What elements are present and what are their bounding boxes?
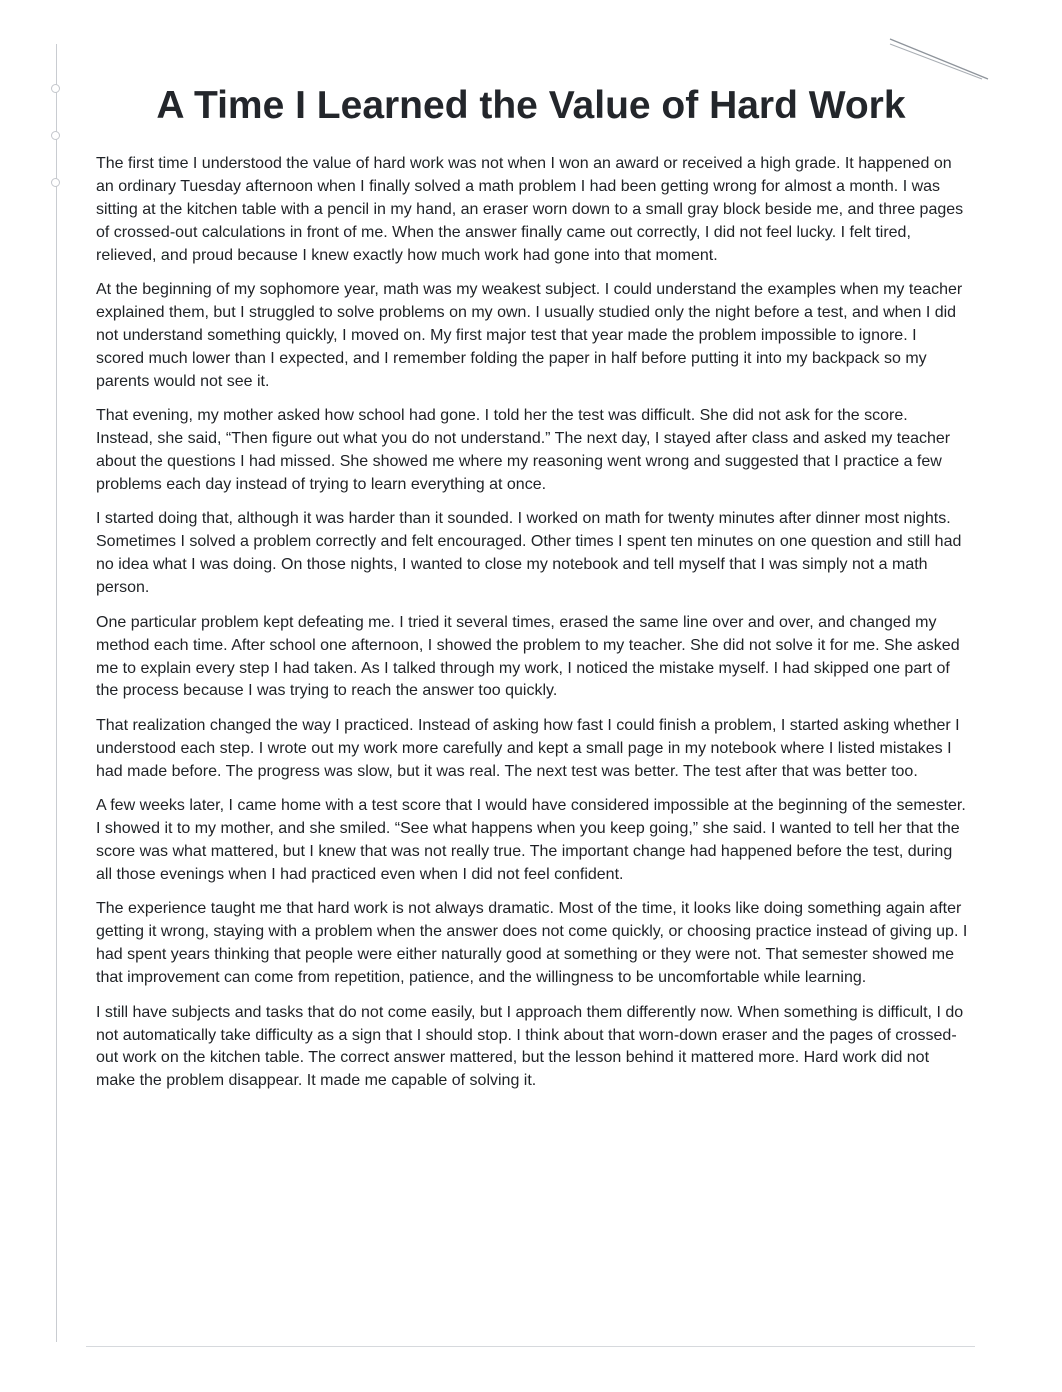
paragraph: The first time I understood the value of hard work was not when I won an award or received a high grade. It happened on an ordinary Tuesday afternoon when I finally solved a math problem I had been getting wrong for almost a month. I was sitting at the kitchen table with a pencil in my hand, an eraser worn down to a small gray block beside me, and three pages of crossed-out calculations in front of me. When the answer finally came out correctly, I did not feel lucky. I felt tired, relieved, and proud because I knew exactly how much work had gone into that moment. <box>96 155 964 264</box>
binder-hole-icon <box>51 84 60 93</box>
paragraph: I started doing that, although it was harder than it sounded. I worked on math for twenty minutes after dinner most nights. Sometimes I solved a problem correctly and felt encouraged. Other times I spent ten minutes on one question and still had no idea what I was doing. On those nights, I wanted to close my notebook and tell myself that I was simply not a math person. <box>96 510 962 597</box>
pencil-stroke-icon <box>884 34 994 84</box>
paragraph: At the beginning of my sophomore year, math was my weakest subject. I could understand the examples when my teacher explained them, but I struggled to solve problems on my own. I usually studied only the night before a test, and when I did not understand something quickly, I moved on. My first major test that year made the problem impossible to ignore. I scored much lower than I expected, and I remember folding the paper in half before putting it into my backpack so my parents would not see it. <box>96 281 963 390</box>
paragraph: That realization changed the way I practiced. Instead of asking how fast I could finish a problem, I started asking whether I understood each step. I wrote out my work more carefully and kept a small page in my notebook where I listed mistakes I had made before. The progress was slow, but it was real. The next test was better. The test after that was better too. <box>96 716 960 780</box>
paragraph: That evening, my mother asked how school had gone. I told her the test was difficult. She did not ask for the score. Instead, she said, “Then figure out what you do not understand.” The next day, I stayed after class and asked my teacher about the questions I had missed. She showed me where my reasoning went wrong and suggested that I practice a few problems each day instead of trying to learn everything at once. <box>96 407 951 493</box>
page-title: A Time I Learned the Value of Hard Work <box>156 84 906 127</box>
paragraph: The experience taught me that hard work is not always dramatic. Most of the time, it looks like doing something again after getting it wrong, staying with a problem when the answer does not come quickly, or choosing practice instead of giving up. I had spent years thinking that people were either naturally good at something or they were not. That semester showed me that improvement can come from repetition, patience, and the willingness to be uncomfortable while learning. <box>96 900 968 987</box>
paragraph: A few weeks later, I came home with a test score that I would have considered impossible at the beginning of the semester. I showed it to my mother, and she smiled. “See what happens when you keep going,” she said. I wanted to tell her that the score was what mattered, but I knew that was not really true. The important change had happened before the test, during all those evenings when I had practiced even when I did not feel confident. <box>96 797 966 883</box>
left-margin-line <box>56 44 57 1342</box>
footer-divider <box>86 1346 975 1347</box>
essay-body <box>96 153 968 1105</box>
paragraph: I still have subjects and tasks that do not come easily, but I approach them differently now. When something is difficult, I do not automatically take difficulty as a sign that I should stop. I think about that worn-down eraser and the pages of crossed-out work on the kitchen table. The correct answer mattered, but the lesson behind it mattered more. Hard work did not make the problem disappear. It made me capable of solving it. <box>96 1003 964 1090</box>
binder-hole-icon <box>51 131 60 140</box>
binder-hole-icon <box>51 178 60 187</box>
paragraph: One particular problem kept defeating me. I tried it several times, erased the same line over and over, and changed my method each time. After school one afternoon, I showed the problem to my teacher. She did not solve it for me. She asked me to explain every step I had taken. As I talked through my work, I noticed the mistake myself. I had skipped one part of the process because I was trying to reach the answer too quickly. <box>96 613 960 700</box>
